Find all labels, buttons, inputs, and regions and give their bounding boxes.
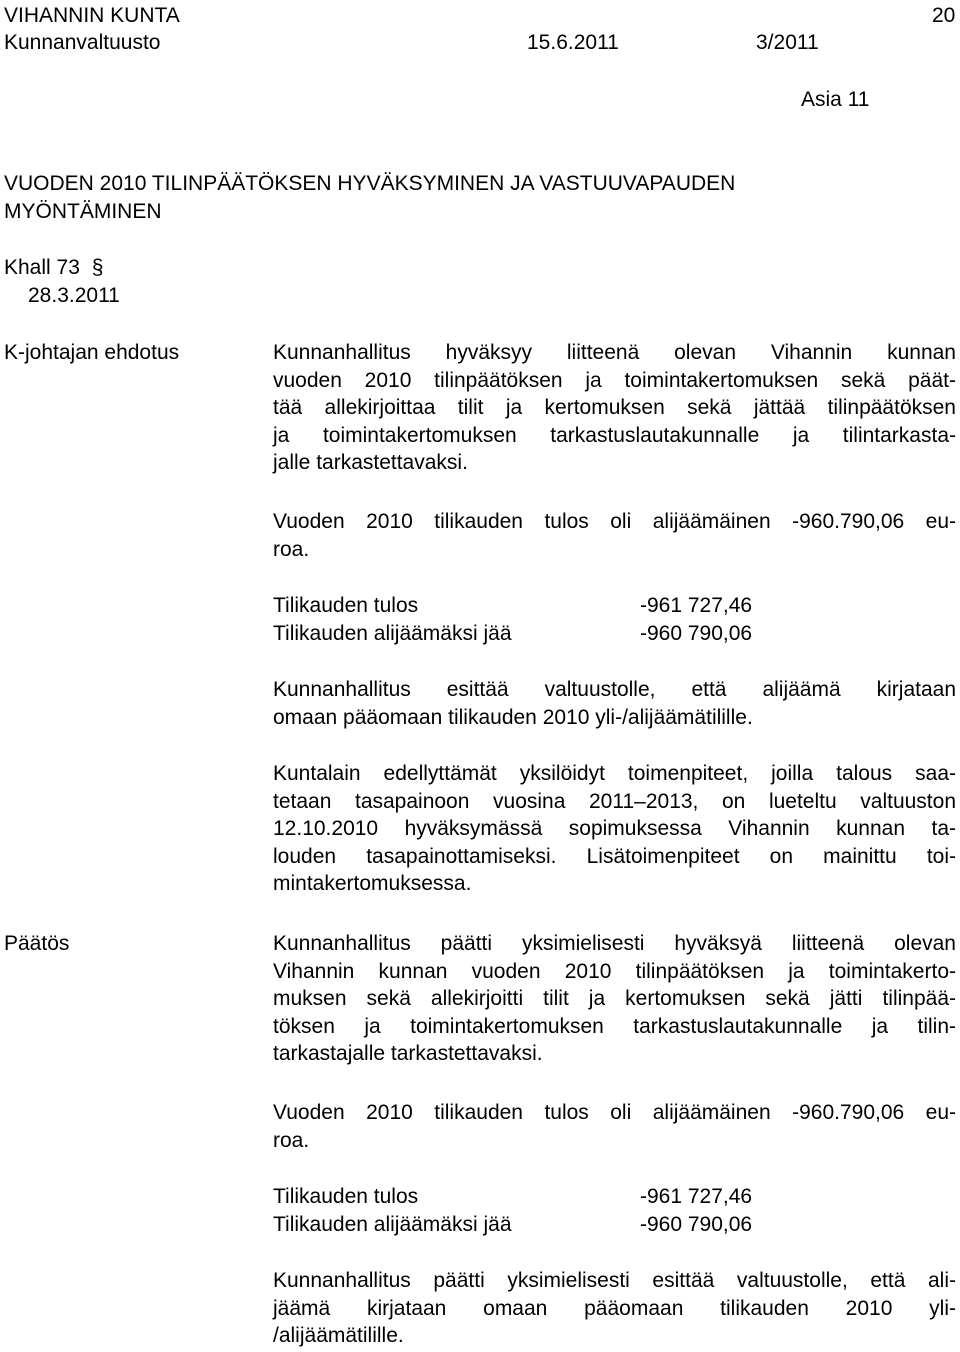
item-title-line: VUODEN 2010 TILINPÄÄTÖKSEN HYVÄKSYMINEN JA VASTUUVAPAUDEN [4, 172, 736, 195]
figure-value: -961 727,46 [640, 594, 753, 617]
reference-line [4, 254, 120, 282]
figure-value: -961 727,46 [640, 1185, 753, 1208]
ref-label: Khall 73 [4, 256, 80, 279]
figure-label: Tilikauden alijäämäksi jää [273, 1212, 512, 1236]
page-number: 20 [932, 4, 956, 27]
text-line: Vihannin kunnan vuoden 2010 tilinpäätöksen ja toimintakerto- [273, 959, 956, 983]
text-line: tetaan tasapainoon vuosina 2011–2013, on lueteltu valtuuston [273, 789, 956, 813]
figure-label: Tilikauden tulos [273, 594, 419, 617]
item-reference [4, 254, 120, 309]
figure-row [273, 1211, 956, 1239]
proposal-figures [273, 592, 956, 647]
header-date: 15.6.2011 [527, 31, 619, 54]
decision-label: Päätös [4, 932, 70, 955]
figure-label: Tilikauden tulos [273, 1185, 419, 1208]
text-line: jalle tarkastettavaksi. [273, 451, 468, 474]
text-line: muksen sekä allekirjoitti tilit ja kertomuksen sekä jätti tilinpää- [273, 987, 956, 1010]
text-line: roa. [273, 1128, 310, 1152]
text-line: omaan pääomaan tilikauden 2010 yli-/alijäämätilille. [273, 705, 753, 729]
figure-row [273, 592, 956, 620]
proposal-label: K-johtajan ehdotus [4, 341, 180, 364]
text-line: Kunnanhallitus esittää valtuustolle, että alijäämä kirjataan [273, 678, 956, 701]
section-sign: § [91, 256, 104, 279]
text-line: 12.10.2010 hyväksymässä sopimuksessa Vihannin kunnan ta- [273, 817, 956, 840]
text-line: /alijäämätilille. [273, 1324, 404, 1347]
header-issue: 3/2011 [756, 31, 819, 54]
figure-value: -960 790,06 [640, 1212, 753, 1236]
item-label: Asia 11 [801, 88, 870, 111]
text-line: Vuoden 2010 tilikauden tulos oli alijäämäinen -960.790,06 eu- [273, 1101, 956, 1124]
ref-date: 28.3.2011 [28, 283, 120, 307]
text-line: mintakertomuksessa. [273, 872, 472, 895]
text-line: töksen ja toimintakertomuksen tarkastuslautakunnalle ja tilin- [273, 1014, 956, 1038]
text-line: ja toimintakertomuksen tarkastuslautakunnalle ja tilintarkasta- [273, 423, 956, 447]
decision-figures [273, 1183, 956, 1238]
figure-row [273, 1183, 956, 1211]
text-line: tarkastajalle tarkastettavaksi. [273, 1042, 543, 1065]
text-line: Kunnanhallitus hyväksyy liitteenä olevan Vihannin kunnan [273, 341, 956, 364]
text-line: Vuoden 2010 tilikauden tulos oli alijäämäinen -960.790,06 eu- [273, 510, 956, 533]
decision-recommendation-paragraph [273, 1267, 956, 1350]
header-body: Kunnanvaltuusto [4, 31, 161, 54]
text-line: vuoden 2010 tilinpäätöksen ja toimintakertomuksen sekä päät- [273, 368, 956, 392]
item-title-line: MYÖNTÄMINEN [4, 199, 162, 223]
text-line: Kuntalain edellyttämät yksilöidyt toimenpiteet, joilla talous saa- [273, 762, 956, 785]
proposal-measures-paragraph [273, 760, 956, 898]
header-org: VIHANNIN KUNTA [4, 4, 180, 27]
text-line: tää allekirjoittaa tilit ja kertomuksen sekä jättää tilinpäätöksen [273, 396, 956, 419]
item-title [4, 170, 735, 225]
proposal-recommendation-paragraph [273, 676, 956, 731]
figure-value: -960 790,06 [640, 621, 753, 645]
text-line: jäämä kirjataan omaan pääomaan tilikauden 2010 yli- [273, 1296, 956, 1320]
decision-paragraph [273, 930, 956, 1068]
proposal-result-paragraph [273, 508, 956, 563]
decision-result-paragraph [273, 1099, 956, 1154]
figure-label: Tilikauden alijäämäksi jää [273, 621, 512, 645]
text-line: louden tasapainottamiseksi. Lisätoimenpiteet on mainittu toi- [273, 844, 956, 868]
text-line: Kunnanhallitus päätti yksimielisesti esittää valtuustolle, että ali- [273, 1269, 956, 1292]
figure-row [273, 620, 956, 648]
text-line: roa. [273, 537, 310, 561]
proposal-paragraph [273, 339, 956, 477]
text-line: Kunnanhallitus päätti yksimielisesti hyväksyä liitteenä olevan [273, 932, 956, 955]
